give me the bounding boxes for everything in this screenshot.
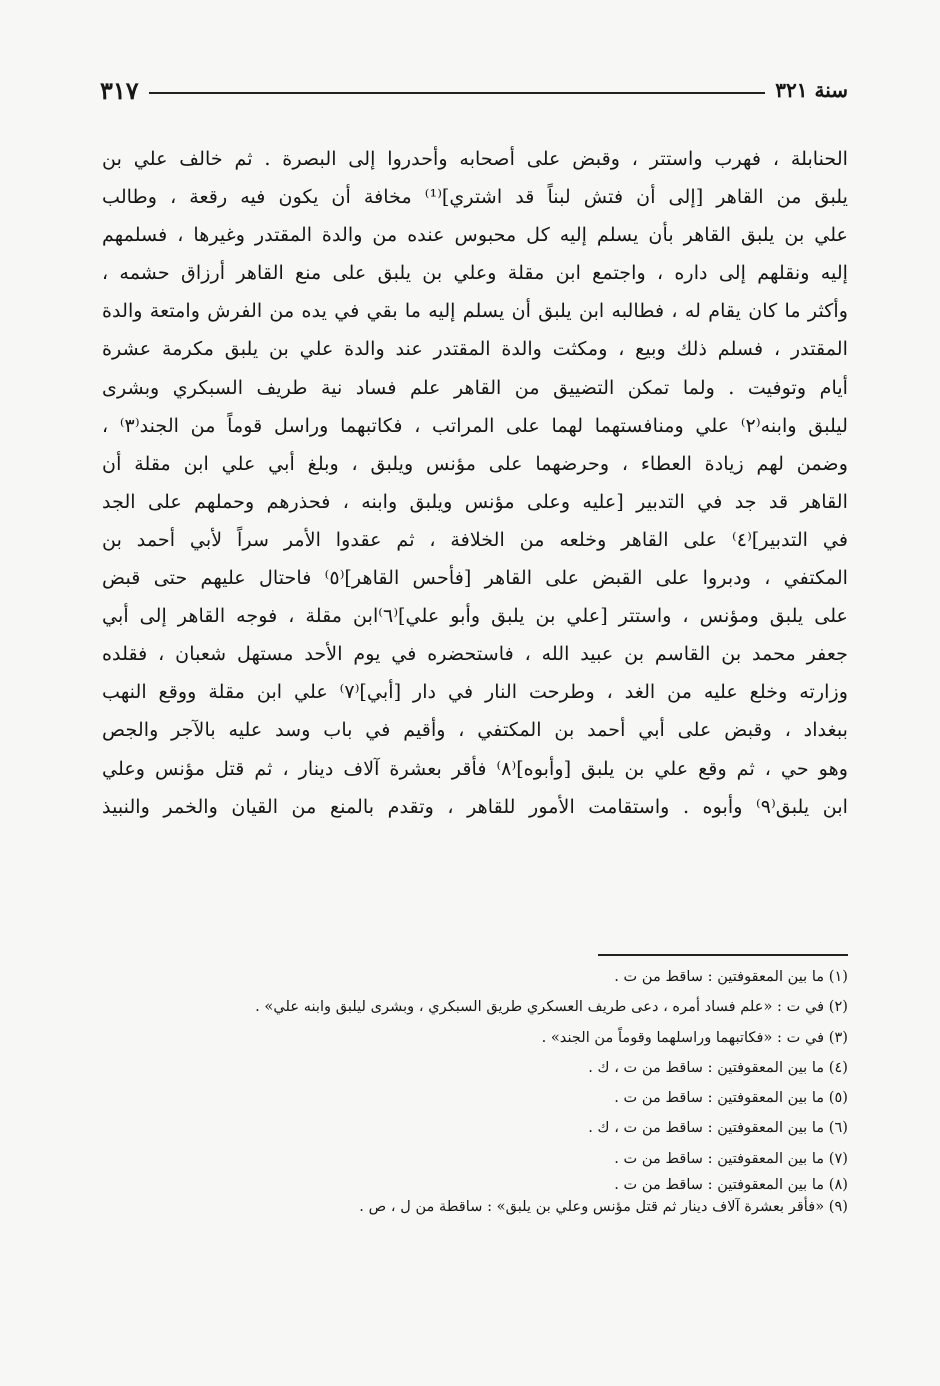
running-head-year: سنة ٣٢١ — [775, 78, 848, 102]
text-line: أيام وتوفيت . ولما تمكن التضييق من القاهر علم فساد نية طريف السبكري وبشرى — [102, 375, 848, 399]
text-line: وهو حي ، ثم وقع علي بن يلبق [وأبوه]⁽٨⁾ فأقر بعشرة آلاف دينار ، ثم قتل مؤنس وعلي — [102, 756, 848, 780]
text-line: ببغداد ، وقبض على أبي أحمد بن المكتفي ، وأقيم في باب وسد عليه بالآجر والجص — [102, 718, 848, 742]
text-line: ابن يلبق⁽٩⁾ وأبوه . واستقامت الأمور للقاهر ، وتقدم بالمنع من القيان والخمر والنبيذ — [102, 794, 848, 818]
page-number: ٣١٧ — [100, 75, 139, 105]
footnote: (٦) ما بين المعقوفتين : ساقط من ت ، ك . — [588, 1119, 848, 1137]
footnote: (٨) ما بين المعقوفتين : ساقط من ت . — [614, 1176, 848, 1194]
footnote: (٧) ما بين المعقوفتين : ساقط من ت . — [614, 1149, 848, 1167]
text-line: الحنابلة ، فهرب واستتر ، وقبض على أصحابه وأحدروا إلى البصرة . ثم خالف علي بن — [102, 147, 848, 170]
text-line: يلبق من القاهر [إلى أن فتش لبناً قد اشتري]⁽¹⁾ مخافة أن يكون فيه رقعة ، وطالب — [102, 185, 848, 209]
footnote: (٥) ما بين المعقوفتين : ساقط من ت . — [614, 1089, 848, 1107]
text-line: على يلبق ومؤنس ، واستتر [علي بن يلبق وأبو علي]⁽٦⁾ابن مقلة ، فوجه القاهر إلى أبي — [102, 604, 848, 628]
header-rule — [149, 92, 766, 94]
text-line: المكتفي ، ودبروا على القبض على القاهر [فأحس القاهر]⁽٥⁾ فاحتال عليهم حتى قبض — [102, 566, 848, 590]
main-text — [102, 140, 848, 826]
footnote: (٤) ما بين المعقوفتين : ساقط من ت ، ك . — [588, 1058, 848, 1076]
footnote-separator — [598, 954, 848, 956]
text-line: وضمن لهم زيادة العطاء ، وحرضهما على مؤنس ويلبق ، وبلغ أبي علي ابن مقلة أن — [102, 451, 848, 475]
text-line: ليلبق وابنه⁽٢⁾ علي ومنافستهما لهما على المراتب ، فكاتبهما وراسل قوماً من الجند⁽٣⁾ ، — [102, 413, 848, 437]
text-line: وزارته وخلع عليه من الغد ، وطرحت النار في دار [أبي]⁽٧⁾ علي ابن مقلة ووقع النهب — [102, 680, 848, 704]
text-line: المقتدر ، فسلم ذلك وبيع ، ومكثت والدة المقتدر عند والدة علي بن يلبق مكرمة عشرة — [102, 337, 848, 361]
text-line: جعفر محمد بن القاسم بن عبيد الله ، فاستحضره في يوم الأحد مستهل شعبان ، فقلده — [102, 642, 848, 666]
footnotes — [100, 962, 848, 1218]
running-header — [100, 70, 848, 110]
footnote: (٢) في ت : «علم فساد أمره ، دعى طريف العسكري طريق السبكري ، وبشرى ليلبق وابنه علي» . — [255, 998, 848, 1016]
footnote: (٣) في ت : «فكاتبهما وراسلهما وقوماً من الجند» . — [541, 1028, 848, 1046]
footnote: (٩) «فأقر بعشرة آلاف دينار ثم قتل مؤنس وعلي بن يلبق» : ساقطة من ل ، ص . — [359, 1198, 848, 1216]
text-line: علي بن يلبق القاهر بأن يسلم إليه كل محبوس عنده من والدة المقتدر وغيرها ، فسلمهم — [102, 223, 848, 247]
text-line: وأكثر ما كان يقام له ، فطالبه ابن يلبق أن يسلم إليه ما بقي في يده من الفرش وامتعة والدة — [102, 299, 848, 323]
footnote: (١) ما بين المعقوفتين : ساقط من ت . — [614, 968, 848, 985]
text-line: القاهر قد جد في التدبير [عليه وعلى مؤنس ويلبق وابنه ، فحذرهم وحملهم على الجد — [102, 489, 848, 513]
text-line: إليه ونقلهم إلى داره ، واجتمع ابن مقلة وعلي بن يلبق على منع القاهر أرزاق حشمه ، — [102, 261, 848, 285]
text-line: في التدبير]⁽٤⁾ على القاهر وخلعه من الخلافة ، ثم عقدوا الأمر سراً لأبي أحمد بن — [102, 527, 848, 551]
